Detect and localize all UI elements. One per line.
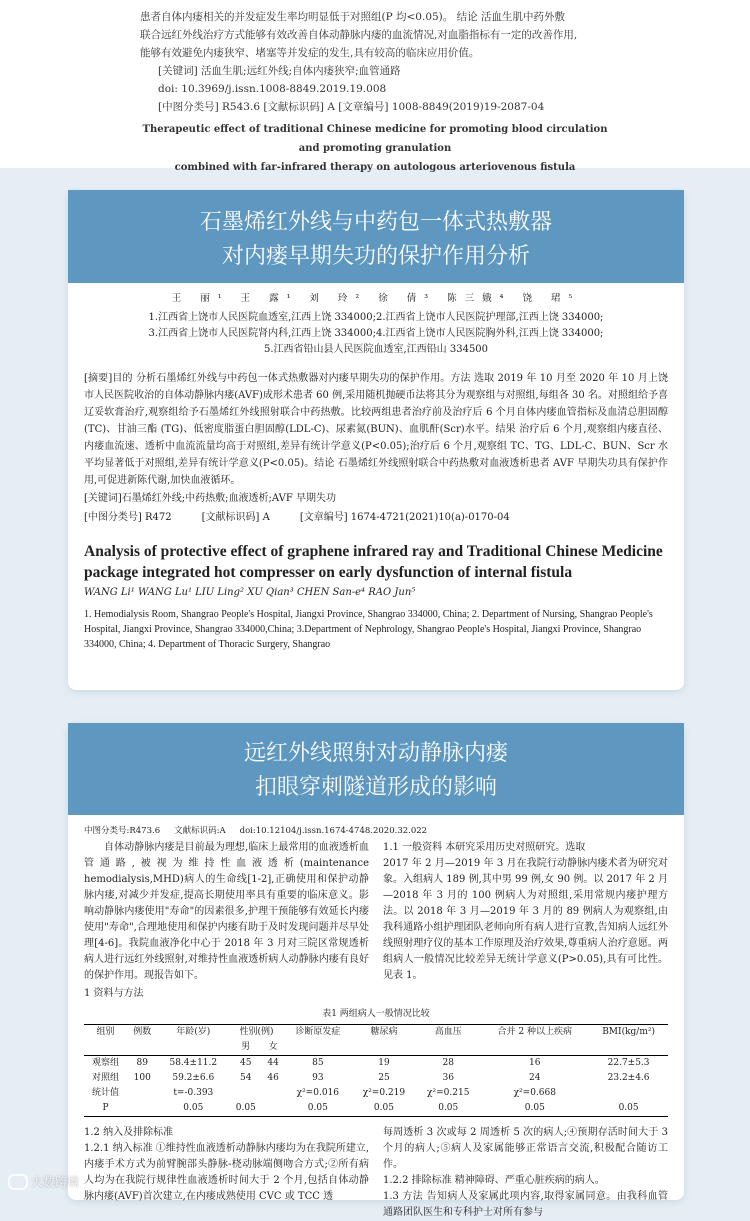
table-cell: 85 <box>312 1058 324 1068</box>
table-header-cell <box>158 1040 230 1056</box>
top-text-line: 能够有效避免内瘘狭窄、堵塞等并发症的发生,具有较高的临床应用价值。 <box>140 47 480 59</box>
card-body <box>68 283 684 652</box>
table-cell: 16 <box>529 1058 541 1068</box>
classification-row <box>84 819 668 840</box>
card-header <box>68 190 684 283</box>
table-cell: 0.05 <box>158 1101 230 1117</box>
table-header-row <box>84 1040 668 1056</box>
top-authors-cropped <box>140 177 610 187</box>
doi: doi:10.12104/j.issn.1674-4748.2020.32.022 <box>239 826 428 836</box>
table-cell <box>262 1101 283 1117</box>
right-column <box>383 1125 668 1221</box>
affiliation-line: 5.江西省铅山县人民医院血透室,江西铅山 334500 <box>263 343 489 355</box>
table-cell <box>262 1086 283 1101</box>
table-body <box>84 1056 668 1117</box>
table-cell: χ²=0.668 <box>513 1088 556 1098</box>
card-body <box>68 815 684 1221</box>
table-header-cell: 男 <box>229 1040 262 1056</box>
english-authors: WANG Li¹ WANG Lu¹ LIU Ling² XU Qian³ CHEN San-e⁴ RAO Jun⁵ <box>84 586 416 598</box>
table-cell: 0.05 <box>480 1101 589 1117</box>
table-cell: 24 <box>529 1073 541 1083</box>
class-number: [中图分类号] R472 <box>84 512 172 523</box>
table-header-cell <box>352 1040 416 1056</box>
classification-row <box>84 510 668 527</box>
table-cell: 0.05 <box>229 1101 262 1117</box>
card-title-line: 对内瘘早期失功的保护作用分析 <box>221 244 530 269</box>
authors: 王 丽¹ 王 露¹ 刘 玲² 徐 倩³ 陈三娥⁴ 饶 珺⁵ <box>171 293 581 304</box>
table-cell: 44 <box>267 1058 279 1068</box>
table-cell: 对照组 <box>91 1073 119 1083</box>
table-cell: 100 <box>133 1073 151 1083</box>
article-number: [文章编号] 1674-4721(2021)10(a)-0170-04 <box>299 512 510 523</box>
table-cell: χ²=0.219 <box>362 1088 406 1098</box>
top-keywords: [关键词] 活血生肌;远红外线;自体内瘘狭窄;血管通路 <box>158 65 401 77</box>
table-header-cell: 高血压 <box>416 1025 480 1041</box>
card-title-line: 远红外线照射对动静脉内瘘 <box>243 741 508 766</box>
top-class-row: [中图分类号] R543.6 [文献标识码] A [文章编号] 1008-8849(2019)19-2087-04 <box>158 101 545 113</box>
english-affiliations: 1. Hemodialysis Room, Shangrao People's Hospital, Jiangxi Province, Shangrao 334000, China; 2. Department of Nursing, Shangrao People's Hospital, Jiangxi Province, Shangrao 334000,China; 3.Department of Nephrology, Shangrao People's Hospital, Jiangxi Province, Shangrao 334000, China; 4. Department of Thoracic Surgery, Shangrao <box>84 609 653 650</box>
english-title: Analysis of protective effect of graphene infrared ray and Traditional Chinese Medicine package integrated hot compresser on early dysfunction of internal fistula <box>84 542 663 581</box>
affiliation-line: 1.江西省上饶市人民医院血透室,江西上饶 334000;2.江西省上饶市人民医院护理部,江西上饶 334000; <box>148 311 604 323</box>
criteria-paragraph: 每周透析 3 次或每 2 周透析 5 次的病人;④预期存活时间大于 3 个月的病人;⑤病人及家属能够正常语言交流,积极配合随访工作。 <box>383 1127 668 1170</box>
table-header-cell <box>84 1040 127 1056</box>
article-card-far-infrared <box>68 723 684 1218</box>
table-row <box>84 1056 668 1072</box>
table-row <box>84 1101 668 1117</box>
table-cell <box>127 1101 158 1117</box>
top-en-title <box>140 120 610 177</box>
watermark <box>8 1173 79 1190</box>
left-column <box>84 1125 369 1221</box>
comparison-table <box>84 1024 668 1117</box>
section-heading: 1 资料与方法 <box>84 987 144 999</box>
card-title-line: 石墨烯红外线与中药包一体式热敷器 <box>199 210 552 235</box>
table-header-cell <box>480 1040 589 1056</box>
table-title: 表1 两组病人一般情况比较 <box>322 1008 430 1019</box>
table-header-cell <box>284 1040 352 1056</box>
table-cell: 0.05 <box>589 1101 668 1117</box>
table-cell: 统计值 <box>91 1088 119 1098</box>
table-cell: 19 <box>378 1058 390 1068</box>
table-cell: 22.7±5.3 <box>607 1058 650 1068</box>
top-paper-excerpt <box>0 0 750 173</box>
top-text-line: 联合远红外线治疗方式能够有效改善自体动静脉内瘘的血流情况,对血脂指标有一定的改善作用, <box>140 29 578 41</box>
criteria-paragraph: 1.3 方法 告知病人及家属此项内容,取得家属同意。由我科血管通路团队医生和专科护士对所有参与 <box>383 1191 668 1218</box>
table-cell: P <box>84 1101 127 1117</box>
card-header <box>68 723 684 815</box>
table-cell: 观察组 <box>91 1058 119 1068</box>
table-cell <box>589 1086 668 1101</box>
table-cell: 54 <box>240 1073 252 1083</box>
table-cell: 0.05 <box>416 1101 480 1117</box>
table-row <box>84 1086 668 1101</box>
general-data-paragraph: 2017 年 2 月—2019 年 3 月在我院行动静脉内瘘术者为研究对象。入组病人 189 例,其中男 99 例,女 90 例。以 2017 年 2 月—2018 年 3 月的 100 例病人为对照组,采用常规内瘘护理方法。以 2018 年 3 月—2019 年 3 月的 89 例病人为观察组,由我科通路小组护理团队老师向所有病人进行宣教,告知病人远红外线照射理疗仪的基本工作原理及治疗效果,尊重病人治疗意愿。两组病人一般情况比较差异无统计学意义(P>0.05),具有可比性。见表 1。 <box>383 857 668 981</box>
table-header-cell: 年龄(岁) <box>158 1025 230 1041</box>
two-column-text <box>84 840 668 1002</box>
right-column <box>383 840 668 1002</box>
table-cell: 45 <box>240 1058 252 1068</box>
table-cell: t=-0.393 <box>173 1088 214 1098</box>
table-cell: 93 <box>312 1073 324 1083</box>
table-cell: 89 <box>136 1058 148 1068</box>
intro-paragraph: 自体动静脉内瘘是目前最为理想,临床上最常用的血液透析血管通路,被视为维持性血液透析(maintenance hemodialysis,MHD)病人的生命线[1-2],正确使用和保护动静脉内瘘,对减少并发症,提高长期使用率具有重要的临床意义。影响动静脉内瘘使用"寿命"的因素很多,护理干预能够有效延长内瘘使用"寿命",合理地使用和保护内瘘有助于及时发现问题并尽早处理[4-6]。我院血液净化中心于 2018 年 3 月对三院区常规透析病人进行远红外线照射,对维持性血液透析病人动静脉内瘘有良好的保护作用。现报告如下。 <box>84 841 369 981</box>
table-cell: 0.05 <box>284 1101 352 1117</box>
table-header-cell <box>416 1040 480 1056</box>
table-cell: 58.4±11.2 <box>169 1058 218 1068</box>
criteria-paragraph: 1.2.1 纳入标准 ①维持性血液透析动静脉内瘘均为在我院所建立,内瘘手术方式为前臂腕部头静脉-桡动脉端侧吻合方式;②所有病人均为在我院行规律性血液透析时间大于 2 个月,包括自体动静脉内瘘(AVF)首次建立,在内瘘成熟使用 CVC 或 TCC 透 <box>84 1143 369 1202</box>
keywords: [关键词]石墨烯红外线;中药热敷;血液透析;AVF 早期失功 <box>84 492 336 504</box>
watermark-text: 大数跨境 <box>31 1175 80 1189</box>
table-cell: χ²=0.215 <box>427 1088 470 1098</box>
top-en-title-line: Therapeutic effect of traditional Chinese medicine for promoting blood circulation and promoting granulation <box>142 124 608 154</box>
table-header-cell <box>589 1040 668 1056</box>
document-code: 文献标识码:A <box>174 826 226 836</box>
table-header-cell: 性别(例) <box>229 1025 284 1041</box>
table-header-cell: 诊断原发症 <box>284 1025 352 1041</box>
top-doi: doi: 10.3969/j.issn.1008-8849.2019.19.008 <box>158 83 387 95</box>
table-cell: 0.05 <box>352 1101 416 1117</box>
class-number: 中图分类号:R473.6 <box>84 826 161 836</box>
top-en-title-line: combined with far-infrared therapy on autologous arteriovenous fistula <box>174 162 576 173</box>
article-card-graphene <box>68 190 684 690</box>
table-cell: 25 <box>378 1073 390 1083</box>
affiliations <box>84 310 668 358</box>
table-cell: 59.2±6.6 <box>172 1073 215 1083</box>
table-cell <box>127 1086 158 1101</box>
table-header-cell: 糖尿病 <box>352 1025 416 1041</box>
table-cell <box>229 1086 262 1101</box>
table-header-row <box>84 1025 668 1041</box>
table-header-cell: 例数 <box>127 1025 158 1041</box>
two-column-text <box>84 1125 668 1221</box>
table-cell: 28 <box>442 1058 454 1068</box>
table-header-cell: 组别 <box>84 1025 127 1041</box>
watermark-logo-icon <box>8 1174 28 1190</box>
table-header-cell: 女 <box>262 1040 283 1056</box>
top-text-line: 患者自体内瘘相关的并发症发生率均明显低于对照组(P 均<0.05)。 结论 活血生肌中药外敷 <box>140 11 565 23</box>
left-column <box>84 840 369 1002</box>
document-code: [文献标识码] A <box>201 512 270 523</box>
card-title-line: 扣眼穿刺隧道形成的影响 <box>254 775 497 800</box>
subsection-heading: 1.2 纳入及排除标准 <box>84 1127 174 1138</box>
affiliation-line: 3.江西省上饶市人民医院肾内科,江西上饶 334000;4.江西省上饶市人民医院胸外科,江西上饶 334000; <box>148 327 604 339</box>
table-cell: 36 <box>442 1073 454 1083</box>
criteria-paragraph: 1.2.2 排除标准 精神障碍、严重心脏疾病的病人。 <box>383 1175 605 1186</box>
table-row <box>84 1071 668 1086</box>
table-header-cell <box>127 1040 158 1056</box>
table-cell: χ²=0.016 <box>296 1088 339 1098</box>
table-header-cell: 合并 2 种以上疾病 <box>480 1025 589 1041</box>
table-header-cell: BMI(kg/m²) <box>589 1025 668 1041</box>
abstract: [摘要]目的 分析石墨烯红外线与中药包一体式热敷器对内瘘早期失功的保护作用。方法 选取 2019 年 10 月至 2020 年 10 月上饶市人民医院收治的自体动静脉内瘘(AVF)成形术患者 60 例,采用随机抛硬币法将其分为观察组与对照组,每组各 30 名。对照组给予喜辽妥软膏治疗,观察组给予石墨烯红外线照射联合中药热敷。比较两组患者治疗前及治疗后 6 个月自体内瘘血管指标及血清总胆固醇 (TC)、甘油三酯 (TG)、低密度脂蛋白胆固醇(LDL-C)、尿素氮(BUN)、血肌酐(Scr)水平。结果 治疗后 6 个月,观察组内瘘直径、内瘘血流速、透析中血流流量均高于对照组,差异有统计学意义(P<0.05);治疗后 6 个月,观察组 TC、TG、LDL-C、BUN、Scr 水平均显著低于对照组,差异有统计学意义(P<0.05)。结论 石墨烯红外线照射联合中药热敷对血液透析患者 AVF 早期失功具有保护作用,可促进新陈代谢,加快血液循环。 <box>84 372 668 486</box>
subsection-heading: 1.1 一般资料 本研究采用历史对照研究。选取 <box>383 841 586 853</box>
table-cell: 23.2±4.6 <box>607 1073 650 1083</box>
table-cell: 46 <box>267 1073 279 1083</box>
